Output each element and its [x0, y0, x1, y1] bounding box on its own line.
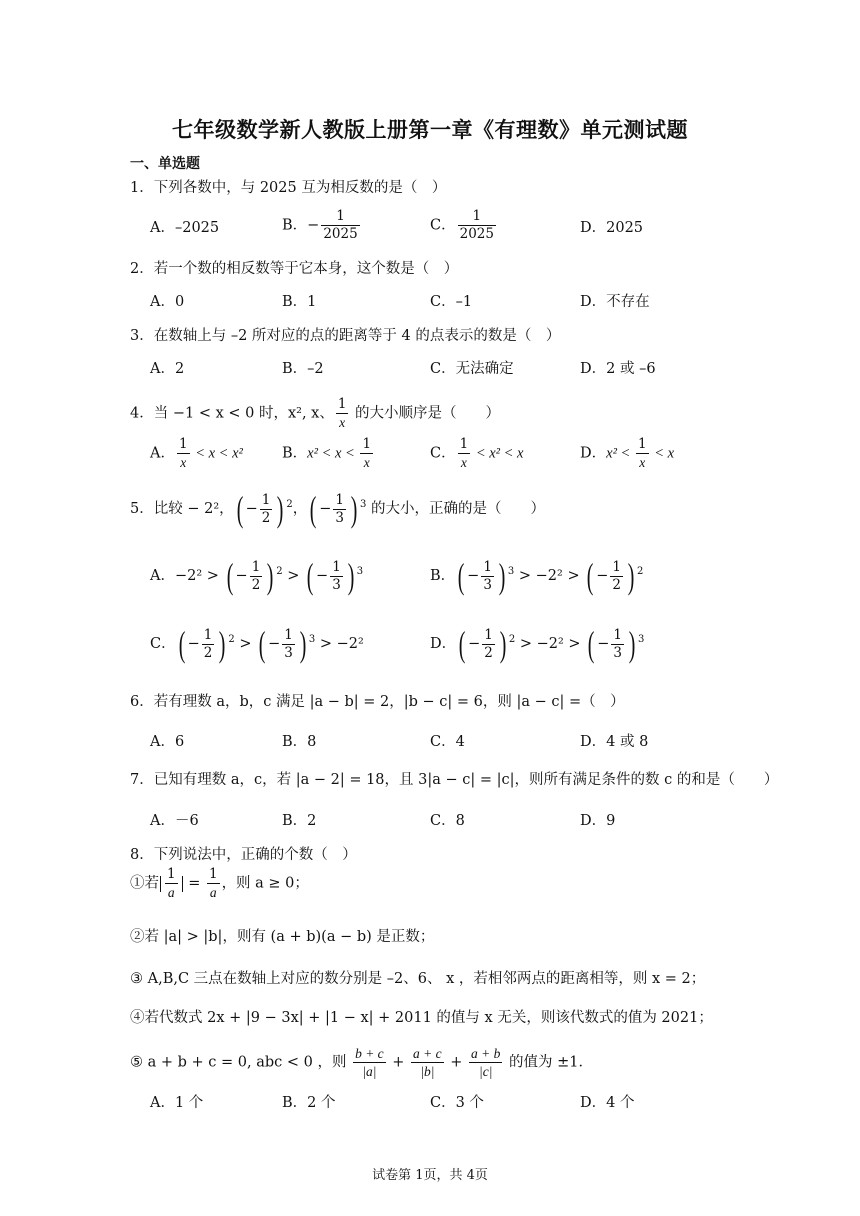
- q6-option-b: B．8: [282, 734, 317, 750]
- q8-option-a: A．1 个: [150, 1095, 204, 1111]
- question-3-stem: 3．在数轴上与 –2 所对应的点的距离等于 4 的点表示的数是（ ）: [130, 328, 561, 344]
- question-8-stem: 8．下列说法中，正确的个数（ ）: [130, 847, 357, 863]
- question-5-stem: 5．比较 − 2²，( − $\frac{1}{2}$ ) $^2$，( − $\frac{1}{3}$ ) $^3$ 的大小，正确的是（ ）: [130, 489, 545, 529]
- q6-option-d: D．4 或 8: [580, 734, 649, 750]
- section-heading: 一、单选题: [130, 156, 200, 172]
- q4-option-b: B．x² < x < $\frac{1}{x}$: [282, 436, 372, 470]
- q8-option-c: C．3 个: [430, 1095, 484, 1111]
- q4-option-c: C． $\frac{1}{x}$ < x² < x: [430, 436, 524, 470]
- question-1-stem: 1．下列各数中，与 2025 互为相反数的是（ ）: [130, 180, 447, 196]
- q8-option-b: B．2 个: [282, 1095, 336, 1111]
- q6-option-a: A．6: [150, 734, 185, 750]
- q2-option-d: D．不存在: [580, 294, 650, 310]
- q8-statement-2: ②若 |a| > |b|，则有 (a + b)(a − b) 是正数；: [130, 929, 435, 945]
- q7-option-c: C．8: [430, 813, 465, 829]
- page-footer: 试卷第 1页，共 4页: [372, 1168, 488, 1183]
- q8-statement-5: ⑤ a + b + c = 0, abc < 0 ，则 $\frac{b + c}{|a|}$ + $\frac{a + c}{|b|}$ + $\frac{a + b}{|c|}$ 的值为 ±1．: [130, 1046, 593, 1079]
- question-2-stem: 2．若一个数的相反数等于它本身，这个数是（ ）: [130, 261, 459, 277]
- q2-option-a: A．0: [150, 294, 185, 310]
- q3-option-c: C．无法确定: [430, 361, 514, 377]
- q6-option-c: C．4: [430, 734, 465, 750]
- q5-option-a: A．−2² > ( − $\frac{1}{2}$ ) $^2$ > ( − $\frac{1}{3}$ ) $^3$: [150, 556, 364, 596]
- question-6-stem: 6．若有理数 a，b，c 满足 |a − b| = 2，|b − c| = 6，则 |a − c| =（ ）: [130, 694, 625, 710]
- q7-option-b: B．2: [282, 813, 317, 829]
- q8-statement-1: ①若 $\frac{1}{a}$ = $\frac{1}{a}$ ，则 a ≥ 0；: [130, 866, 309, 900]
- q1-option-d: D．2025: [580, 220, 644, 236]
- q8-option-d: D．4 个: [580, 1095, 635, 1111]
- q3-option-b: B．–2: [282, 361, 324, 377]
- question-4-stem: 4．当 −1 < x < 0 时，x², x、 $\frac{1}{x}$ 的大小顺序是（ ）: [130, 396, 501, 430]
- q5-option-d: D．( − $\frac{1}{2}$ ) $^2$ > −2² > ( − $\frac{1}{3}$ ) $^3$: [430, 624, 645, 664]
- question-7-stem: 7．已知有理数 a，c，若 |a − 2| = 18，且 3|a − c| = |c|，则所有满足条件的数 c 的和是（ ）: [130, 772, 779, 788]
- q5-option-c: C．( − $\frac{1}{2}$ ) $^2$ > ( − $\frac{1}{3}$ ) $^3$ > −2²: [150, 624, 364, 664]
- q8-statement-4: ④若代数式 2x + |9 − 3x| + |1 − x| + 2011 的值与 x 无关，则该代数式的值为 2021；: [130, 1010, 713, 1026]
- q3-option-a: A．2: [150, 361, 185, 377]
- q5-option-b: B．( − $\frac{1}{3}$ ) $^3$ > −2² > ( − $\frac{1}{2}$ ) $^2$: [430, 556, 644, 596]
- q7-option-a: A．－6: [150, 813, 199, 829]
- q4-option-a: A． $\frac{1}{x}$ < x < x²: [150, 436, 243, 470]
- q1-option-a: A．–2025: [150, 220, 220, 236]
- q8-statement-3: ③ A,B,C 三点在数轴上对应的数分别是 –2、6、 x ，若相邻两点的距离相等，则 x = 2；: [130, 971, 706, 987]
- q2-option-c: C．–1: [430, 294, 473, 310]
- q1-option-c: C． $\frac{1}{2025}$: [430, 208, 494, 242]
- q7-option-d: D．9: [580, 813, 616, 829]
- q2-option-b: B．1: [282, 294, 317, 310]
- q3-option-d: D．2 或 –6: [580, 361, 656, 377]
- q1-option-b: B．− $\frac{1}{2025}$: [282, 208, 358, 242]
- document-title: 七年级数学新人教版上册第一章《有理数》单元测试题: [172, 117, 688, 142]
- q4-option-d: D．x² < $\frac{1}{x}$ < x: [580, 436, 675, 470]
